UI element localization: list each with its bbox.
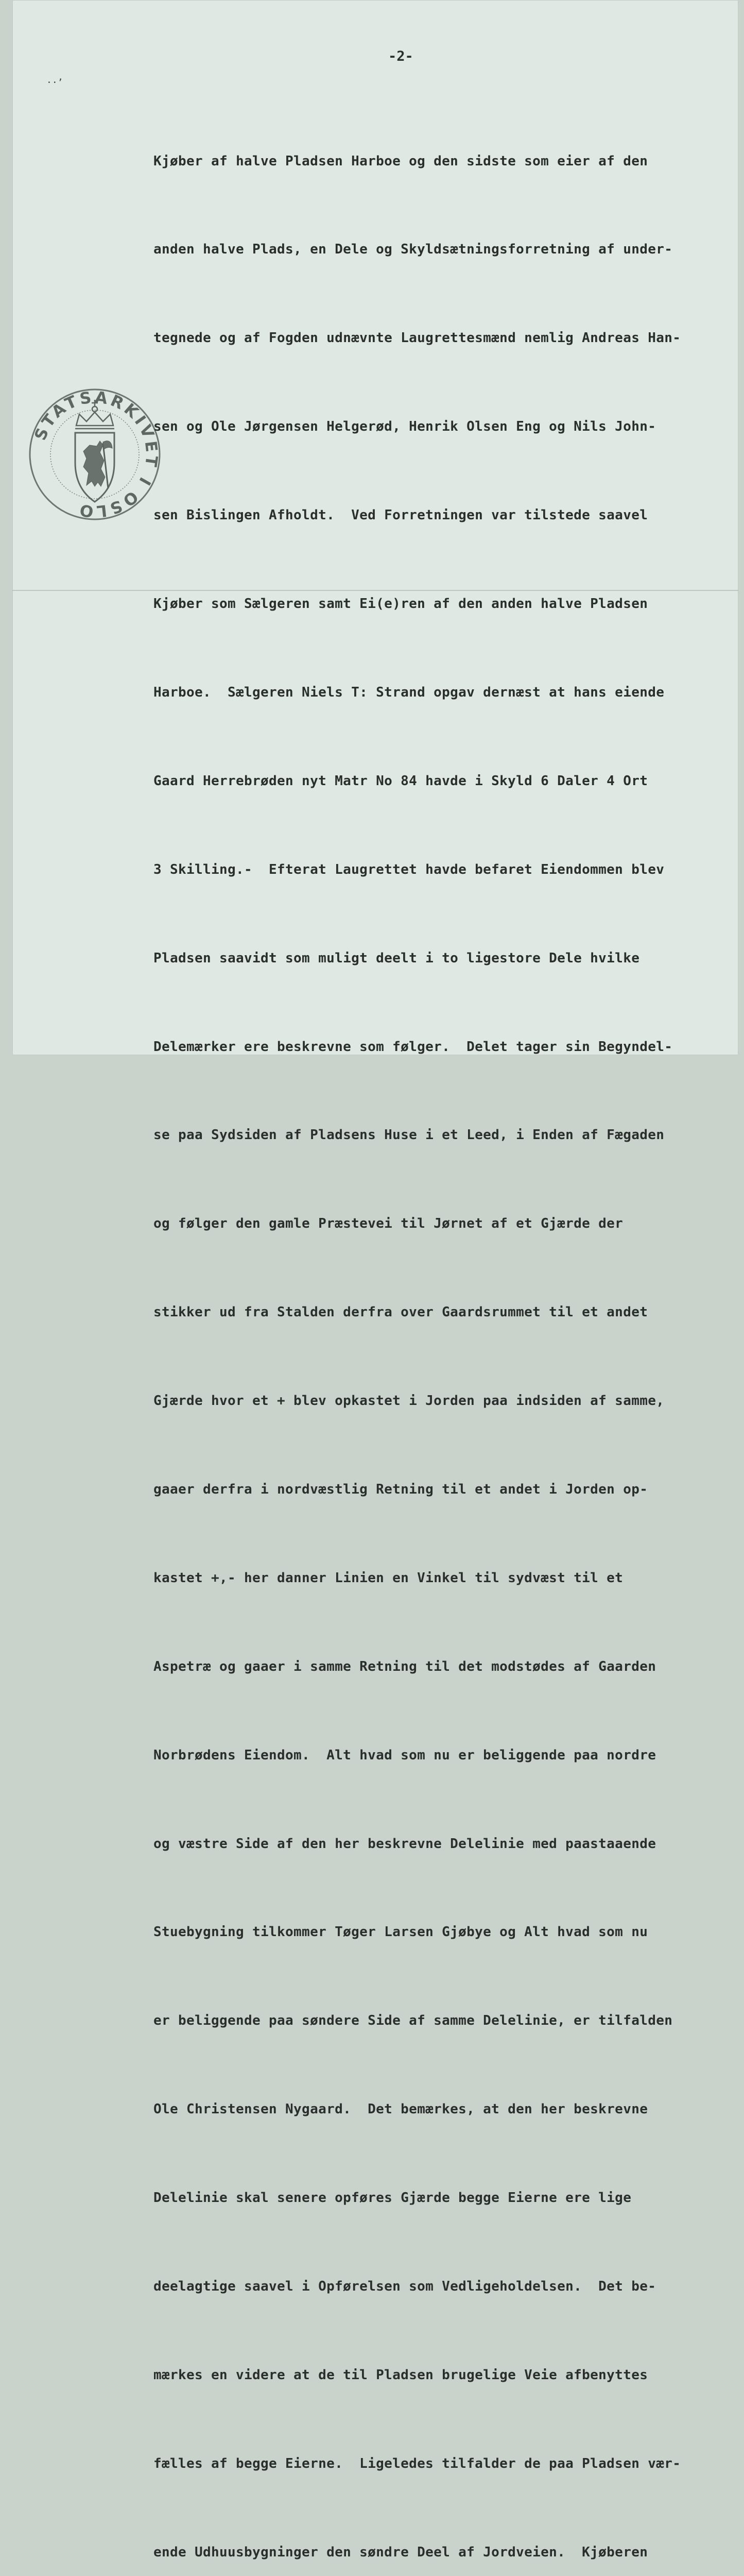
text-line: tegnede og af Fogden udnævnte Laugrettesmænd nemlig Andreas Han-	[153, 330, 681, 346]
text-line: Gaard Herrebrøden nyt Matr No 84 havde i Skyld 6 Daler 4 Ort	[153, 773, 648, 789]
text-line: gaaer derfra i nordvæstlig Retning til et andet i Jorden op-	[153, 1481, 648, 1497]
page-number: -2-	[388, 48, 413, 64]
text-line: se paa Sydsiden af Pladsens Huse i et Leed, i Enden af Fægaden	[153, 1127, 665, 1143]
text-line: 3 Skilling.- Efterat Laugrettet havde befaret Eiendommen blev	[153, 861, 665, 877]
text-line: Ole Christensen Nygaard. Det bemærkes, at den her beskrevne	[153, 2102, 648, 2117]
text-line: anden halve Plads, en Dele og Skyldsætningsforretning af under-	[153, 242, 673, 258]
text-line: Harboe. Sælgeren Niels T: Strand opgav dernæst at hans eiende	[153, 684, 665, 700]
text-line: Aspetræ og gaaer i samme Retning til det modstødes af Gaarden	[153, 1658, 656, 1674]
text-line: fælles af begge Eierne. Ligeledes tilfalder de paa Pladsen vær-	[153, 2455, 681, 2471]
text-line: Delemærker ere beskrevne som følger. Delet tager sin Begyndel-	[153, 1039, 673, 1055]
stamp-text: STATSARKIVET I OSLO	[31, 388, 161, 521]
text-line: Gjærde hvor et + blev opkastet i Jorden paa indsiden af samme,	[153, 1393, 665, 1409]
text-line: sen Bislingen Afholdt. Ved Forretningen var tilstede saavel	[153, 507, 648, 523]
text-line: kastet +,- her danner Linien en Vinkel til sydvæst til et	[153, 1570, 624, 1586]
text-line: mærkes en videre at de til Pladsen brugelige Veie afbenyttes	[153, 2367, 648, 2383]
text-line: Pladsen saavidt som muligt deelt i to ligestore Dele hvilke	[153, 950, 640, 966]
text-line: sen og Ole Jørgensen Helgerød, Henrik Olsen Eng og Nils John-	[153, 419, 656, 435]
text-line: er beliggende paa søndere Side af samme Delelinie, er tilfalden	[153, 2013, 673, 2029]
text-line: deelagtige saavel i Opførelsen som Vedligeholdelsen. Det be-	[153, 2278, 656, 2294]
text-line: stikker ud fra Stalden derfra over Gaardsrummet til et andet	[153, 1304, 648, 1320]
text-line: Norbrødens Eiendom. Alt hvad som nu er beliggende paa nordre	[153, 1747, 656, 1763]
margin-marks: ··ʼ	[46, 77, 63, 88]
text-line: Delelinie skal senere opføres Gjærde begge Eierne ere lige	[153, 2190, 632, 2206]
archive-stamp-seal	[26, 385, 164, 523]
document-page	[12, 0, 738, 2560]
text-line: Stuebygning tilkommer Tøger Larsen Gjøbye og Alt hvad som nu	[153, 1924, 648, 1940]
text-line: og følger den gamle Præstevei til Jørnet af et Gjærde der	[153, 1216, 624, 1232]
text-line: Kjøber af halve Pladsen Harboe og den sidste som eier af den	[153, 153, 648, 169]
text-line: Kjøber som Sælgeren samt Ei(e)ren af den anden halve Pladsen	[153, 596, 648, 612]
text-line: og væstre Side af den her beskrevne Delelinie med paastaaende	[153, 1836, 656, 1852]
body-text	[153, 88, 681, 2576]
text-line: ende Udhuusbygninger den søndre Deel af Jordveien. Kjøberen	[153, 2544, 648, 2560]
